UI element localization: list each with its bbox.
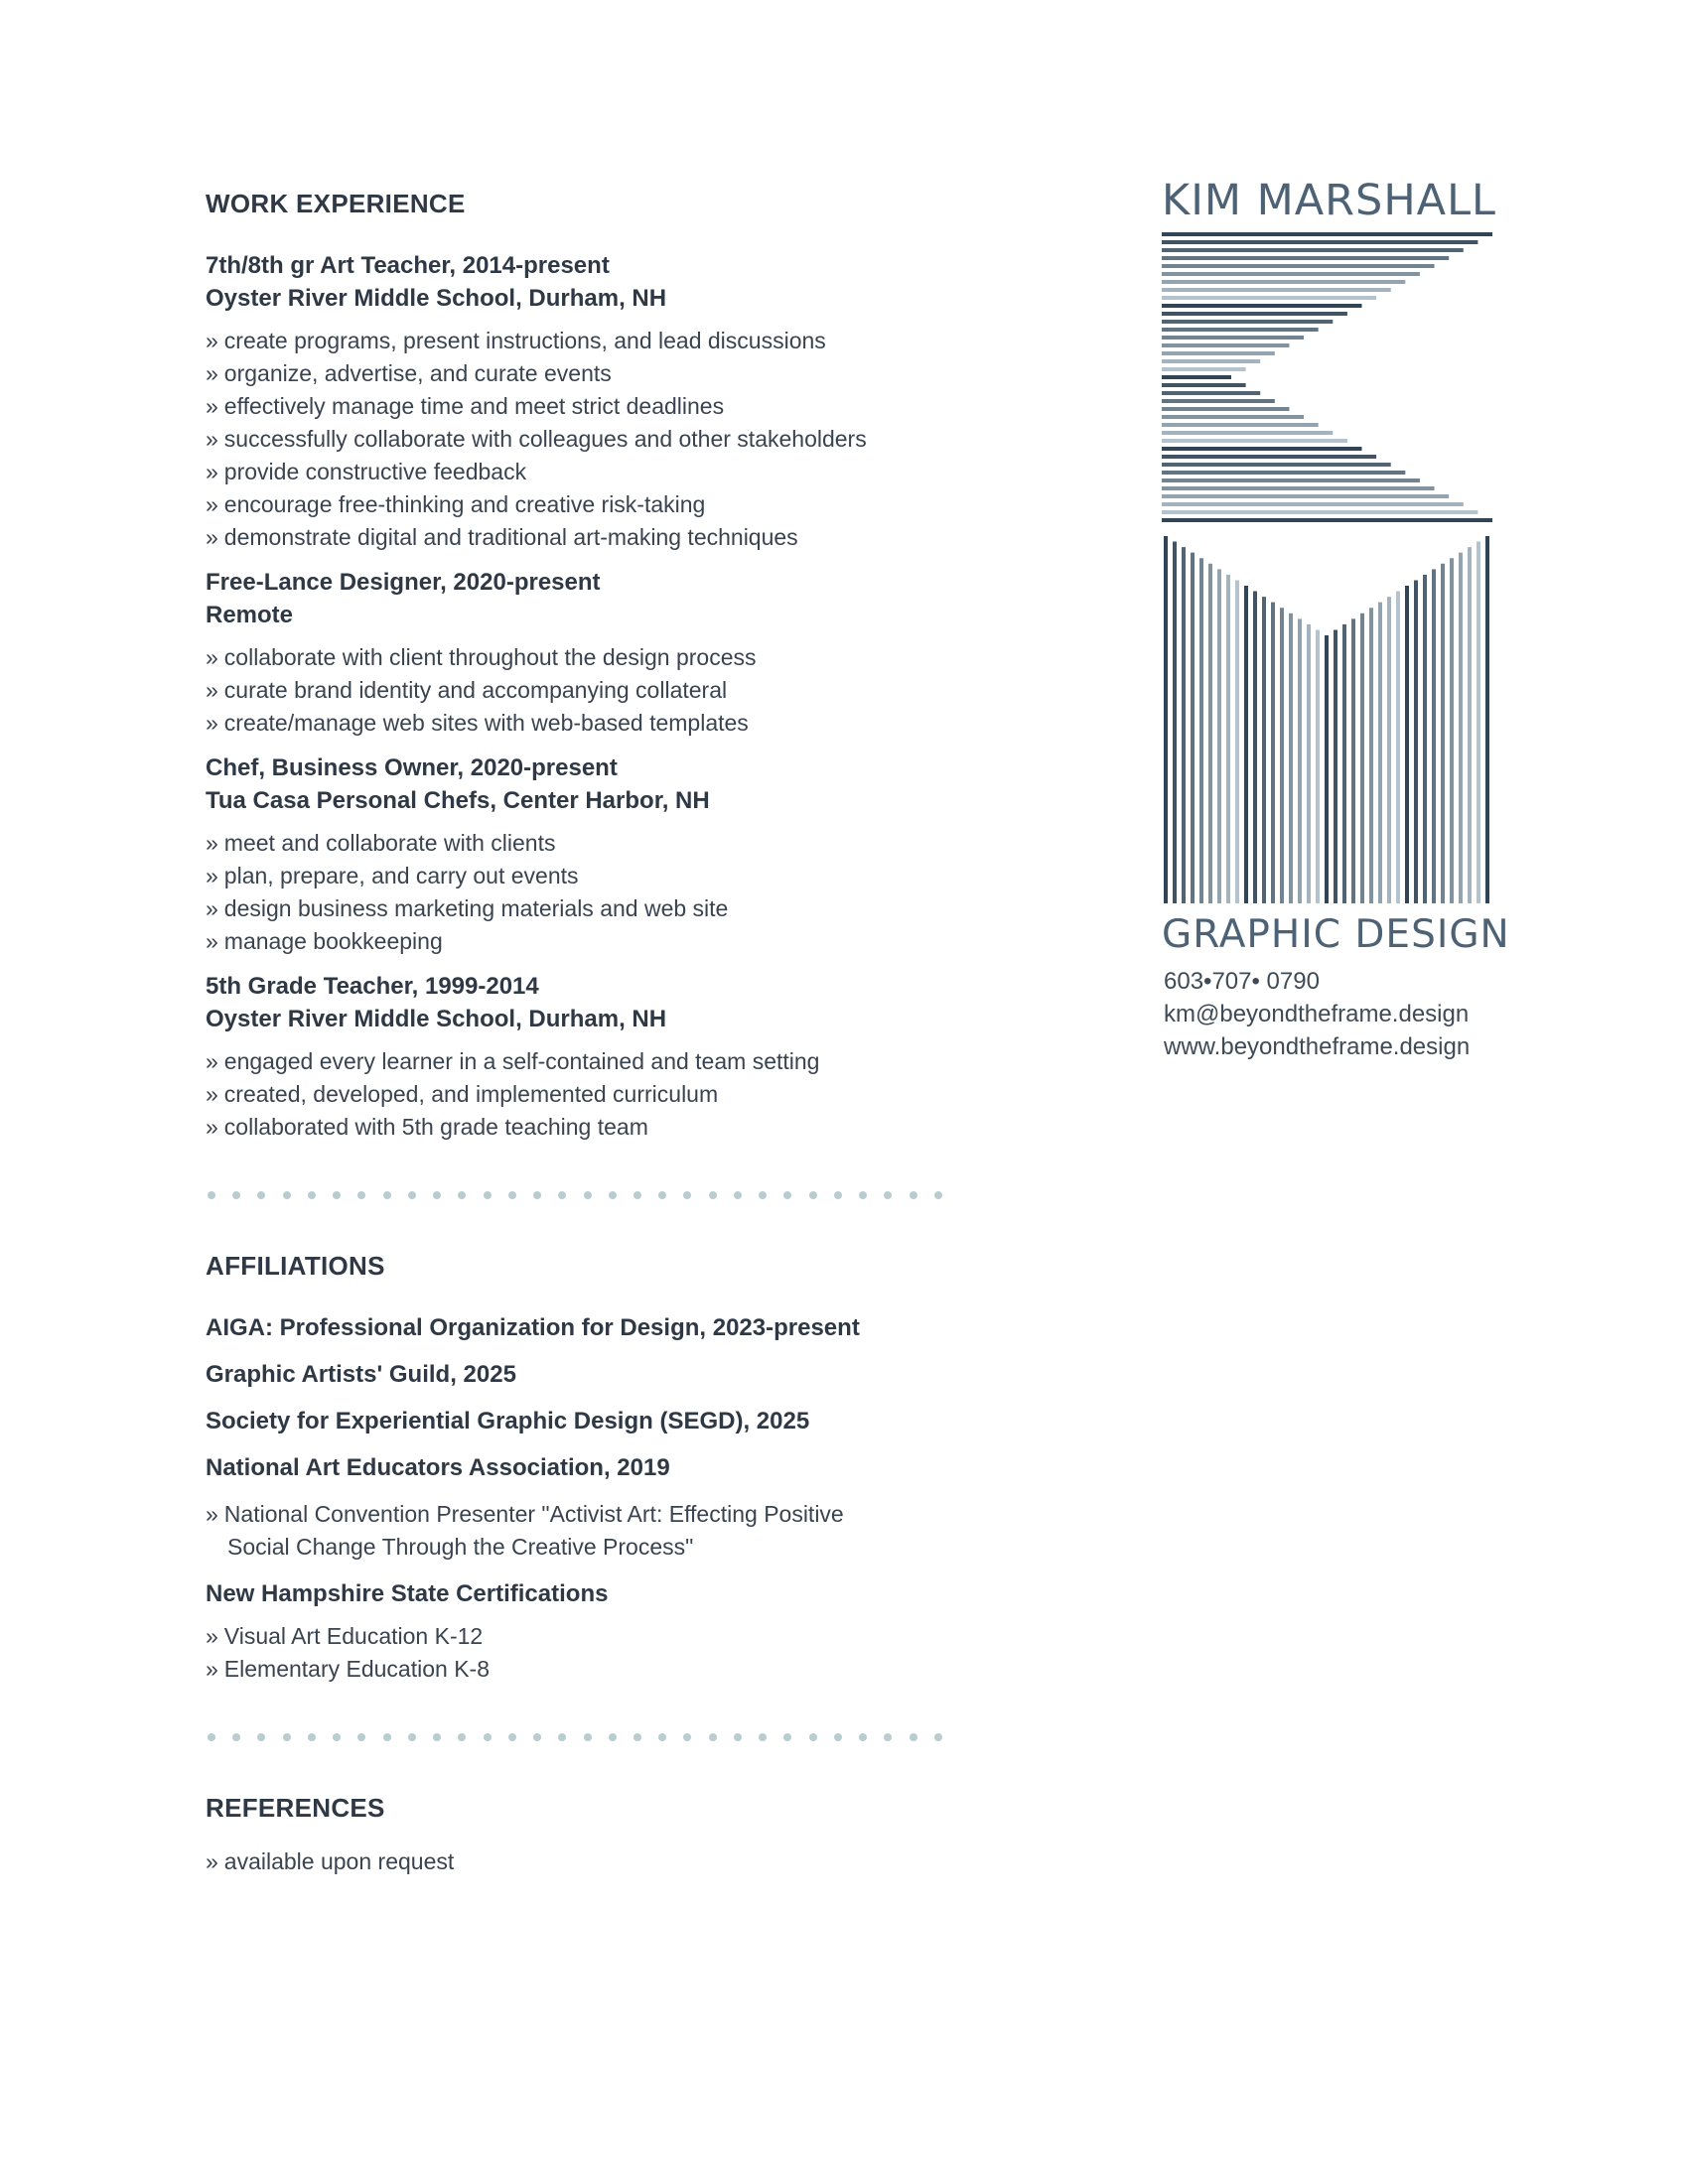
references-list xyxy=(206,1845,980,1878)
divider-dot xyxy=(458,1191,466,1199)
divider-dot xyxy=(884,1191,892,1199)
list-item: » effectively manage time and meet strict deadlines xyxy=(206,393,725,419)
references-heading: REFERENCES xyxy=(206,1793,385,1823)
contact-info xyxy=(1164,965,1470,1063)
divider-dot xyxy=(658,1733,666,1741)
job-org: Oyster River Middle School, Durham, NH xyxy=(206,1006,667,1032)
list-item-continuation: Social Change Through the Creative Process" xyxy=(227,1534,694,1560)
divider-dot xyxy=(433,1733,441,1741)
divider-dot xyxy=(357,1733,365,1741)
dotted-divider xyxy=(206,1733,942,1741)
divider-dot xyxy=(683,1191,691,1199)
job-title: 7th/8th gr Art Teacher, 2014-present xyxy=(206,252,610,279)
divider-dot xyxy=(910,1733,917,1741)
divider-dot xyxy=(508,1733,516,1741)
divider-dot xyxy=(683,1733,691,1741)
divider-dot xyxy=(458,1733,466,1741)
divider-dot xyxy=(734,1733,742,1741)
km-monogram-icon xyxy=(1162,228,1499,913)
list-item: » created, developed, and implemented curriculum xyxy=(206,1081,719,1107)
job-bullets xyxy=(206,641,980,740)
divider-dot xyxy=(533,1191,541,1199)
bullet-mark: » xyxy=(206,677,218,703)
list-item: » collaborate with client throughout the design process xyxy=(206,644,757,670)
divider-dot xyxy=(783,1191,791,1199)
brand-logo xyxy=(1162,176,1510,957)
brand-subtitle: GRAPHIC DESIGN xyxy=(1162,912,1510,957)
bullet-mark: » xyxy=(206,830,218,856)
divider-dot xyxy=(408,1733,416,1741)
certifications-list xyxy=(206,1620,980,1686)
bullet-mark: » xyxy=(206,328,218,353)
divider-dot xyxy=(759,1733,767,1741)
divider-dot xyxy=(734,1191,742,1199)
divider-dot xyxy=(834,1733,842,1741)
divider-dot xyxy=(484,1733,492,1741)
divider-dot xyxy=(333,1733,341,1741)
brand-name: KIM MARSHALL xyxy=(1162,176,1496,225)
divider-dot xyxy=(633,1733,641,1741)
job-entry xyxy=(206,249,980,554)
divider-dot xyxy=(383,1191,391,1199)
divider-dot xyxy=(208,1191,215,1199)
divider-dot xyxy=(283,1191,291,1199)
bullet-mark: » xyxy=(206,491,218,517)
list-item: » design business marketing materials and web site xyxy=(206,895,729,921)
divider-dot xyxy=(709,1191,717,1199)
divider-dot xyxy=(232,1191,240,1199)
dotted-divider xyxy=(206,1191,942,1199)
job-bullets xyxy=(206,325,980,554)
list-item: » manage bookkeeping xyxy=(206,928,443,954)
website-url: www.beyondtheframe.design xyxy=(1164,1033,1471,1060)
bullet-mark: » xyxy=(206,393,218,419)
divider-dot xyxy=(809,1733,817,1741)
divider-dot xyxy=(308,1733,316,1741)
divider-dot xyxy=(910,1191,917,1199)
divider-dot xyxy=(809,1191,817,1199)
bullet-mark: » xyxy=(206,1623,218,1649)
divider-dot xyxy=(859,1191,867,1199)
divider-dot xyxy=(257,1191,265,1199)
divider-dot xyxy=(884,1733,892,1741)
list-item: » meet and collaborate with clients xyxy=(206,830,556,856)
divider-dot xyxy=(658,1191,666,1199)
list-item: » provide constructive feedback xyxy=(206,459,527,484)
bullet-mark: » xyxy=(206,524,218,550)
divider-dot xyxy=(783,1733,791,1741)
divider-dot xyxy=(408,1191,416,1199)
divider-dot xyxy=(508,1191,516,1199)
divider-dot xyxy=(558,1733,566,1741)
bullet-mark: » xyxy=(206,863,218,888)
divider-dot xyxy=(709,1733,717,1741)
job-bullets xyxy=(206,827,980,958)
divider-dot xyxy=(357,1191,365,1199)
list-item: » successfully collaborate with colleagues and other stakeholders xyxy=(206,426,867,452)
divider-dot xyxy=(584,1191,592,1199)
bullet-mark: » xyxy=(206,928,218,954)
list-item: » encourage free-thinking and creative risk-taking xyxy=(206,491,706,517)
list-item: » create programs, present instructions, and lead discussions xyxy=(206,328,826,353)
divider-dot xyxy=(383,1733,391,1741)
job-bullets xyxy=(206,1045,980,1144)
divider-dot xyxy=(584,1733,592,1741)
job-title: 5th Grade Teacher, 1999-2014 xyxy=(206,973,539,1000)
affiliation-item: Graphic Artists' Guild, 2025 xyxy=(206,1361,516,1388)
divider-dot xyxy=(633,1191,641,1199)
bullet-mark: » xyxy=(206,1114,218,1140)
affiliation-item: Society for Experiential Graphic Design (SEGD), 2025 xyxy=(206,1408,810,1434)
job-org: Tua Casa Personal Chefs, Center Harbor, NH xyxy=(206,787,710,814)
bullet-mark: » xyxy=(206,710,218,736)
list-item: » demonstrate digital and traditional art-making techniques xyxy=(206,524,798,550)
email-address: km@beyondtheframe.design xyxy=(1164,1001,1470,1027)
list-item: » National Convention Presenter "Activist Art: Effecting Positive xyxy=(206,1501,844,1527)
list-item: » organize, advertise, and curate events xyxy=(206,360,612,386)
job-title: Chef, Business Owner, 2020-present xyxy=(206,754,618,781)
job-org: Oyster River Middle School, Durham, NH xyxy=(206,285,667,312)
certifications-title: New Hampshire State Certifications xyxy=(206,1580,609,1607)
divider-dot xyxy=(834,1191,842,1199)
bullet-mark: » xyxy=(206,1081,218,1107)
divider-dot xyxy=(308,1191,316,1199)
divider-dot xyxy=(484,1191,492,1199)
bullet-mark: » xyxy=(206,895,218,921)
job-entry xyxy=(206,566,980,740)
divider-dot xyxy=(609,1191,617,1199)
affiliation-item: AIGA: Professional Organization for Design, 2023-present xyxy=(206,1314,860,1341)
job-org: Remote xyxy=(206,602,294,628)
phone-number: 603•707• 0790 xyxy=(1164,968,1320,995)
divider-dot xyxy=(257,1733,265,1741)
list-item: » collaborated with 5th grade teaching team xyxy=(206,1114,648,1140)
divider-dot xyxy=(433,1191,441,1199)
work-experience-heading: WORK EXPERIENCE xyxy=(206,189,466,218)
job-entry xyxy=(206,970,980,1144)
divider-dot xyxy=(333,1191,341,1199)
list-item: » available upon request xyxy=(206,1848,455,1874)
job-entry xyxy=(206,751,980,958)
list-item: » curate brand identity and accompanying collateral xyxy=(206,677,728,703)
bullet-mark: » xyxy=(206,1501,218,1527)
bullet-mark: » xyxy=(206,1656,218,1682)
bullet-mark: » xyxy=(206,360,218,386)
list-item: » plan, prepare, and carry out events xyxy=(206,863,579,888)
divider-dot xyxy=(558,1191,566,1199)
divider-dot xyxy=(533,1733,541,1741)
bullet-mark: » xyxy=(206,1848,218,1874)
divider-dot xyxy=(283,1733,291,1741)
bullet-mark: » xyxy=(206,426,218,452)
resume-body xyxy=(206,189,980,1878)
job-title: Free-Lance Designer, 2020-present xyxy=(206,569,601,596)
affiliation-item: National Art Educators Association, 2019 xyxy=(206,1454,670,1481)
divider-dot xyxy=(609,1733,617,1741)
list-item: » engaged every learner in a self-contained and team setting xyxy=(206,1048,820,1074)
affiliations-heading: AFFILIATIONS xyxy=(206,1251,385,1281)
divider-dot xyxy=(232,1733,240,1741)
divider-dot xyxy=(859,1733,867,1741)
bullet-mark: » xyxy=(206,644,218,670)
divider-dot xyxy=(759,1191,767,1199)
list-item: » create/manage web sites with web-based templates xyxy=(206,710,749,736)
divider-dot xyxy=(934,1733,942,1741)
bullet-mark: » xyxy=(206,1048,218,1074)
divider-dot xyxy=(934,1191,942,1199)
bullet-mark: » xyxy=(206,459,218,484)
list-item: » Elementary Education K-8 xyxy=(206,1656,490,1682)
presenter-note xyxy=(206,1498,980,1564)
divider-dot xyxy=(208,1733,215,1741)
list-item: » Visual Art Education K-12 xyxy=(206,1623,484,1649)
